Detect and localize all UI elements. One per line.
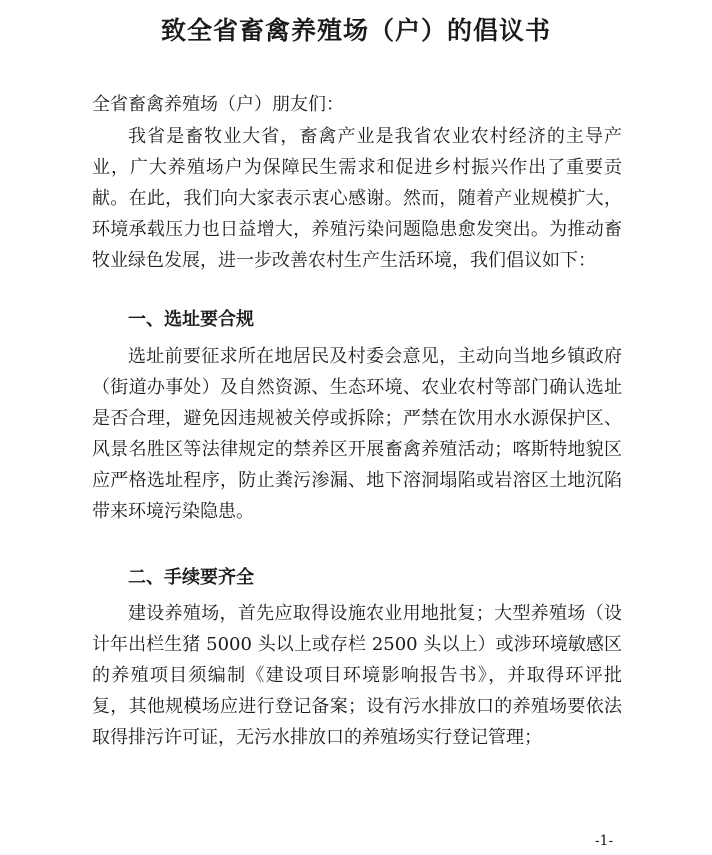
salutation: 全省畜禽养殖场（户）朋友们：: [92, 94, 344, 115]
page-number: -1-: [594, 833, 614, 849]
document-title: 致全省畜禽养殖场（户）的倡议书: [160, 16, 551, 45]
intro-paragraph: 我省是畜牧业大省，畜禽产业是我省农业农村经济的主导产业，广大养殖场户为保障民生需求和促进乡村振兴作出了重要贡献。在此，我们向大家表示衷心感谢。然而，随着产业规模扩大，环境承载压力也日益增大，养殖污染问题隐患愈发突出。为推动畜牧业绿色发展，进一步改善农村生产生活环境，我们倡议如下：: [92, 126, 622, 271]
section-heading-site-selection: 一、选址要合规: [128, 309, 254, 330]
section-heading-procedures: 二、手续要齐全: [128, 567, 254, 588]
site-selection-paragraph: 选址前要征求所在地居民及村委会意见，主动向当地乡镇政府（街道办事处）及自然资源、生态环境、农业农村等部门确认选址是否合理，避免因违规被关停或拆除；严禁在饮用水水源保护区、风景名胜区等法律规定的禁养区开展畜禽养殖活动；喀斯特地貌区应严格选址程序，防止粪污渗漏、地下溶洞塌陷或岩溶区土地沉陷带来环境污染隐患。: [92, 346, 622, 522]
procedures-paragraph: 建设养殖场，首先应取得设施农业用地批复；大型养殖场（设计年出栏生猪 5000 头以上或存栏 2500 头以上）或涉环境敏感区的养殖项目须编制《建设项目环境影响报告书》，并取得环评批复，其他规模场应进行登记备案；设有污水排放口的养殖场要依法取得排污许可证，无污水排放口的养殖场实行登记管理；: [92, 603, 622, 748]
